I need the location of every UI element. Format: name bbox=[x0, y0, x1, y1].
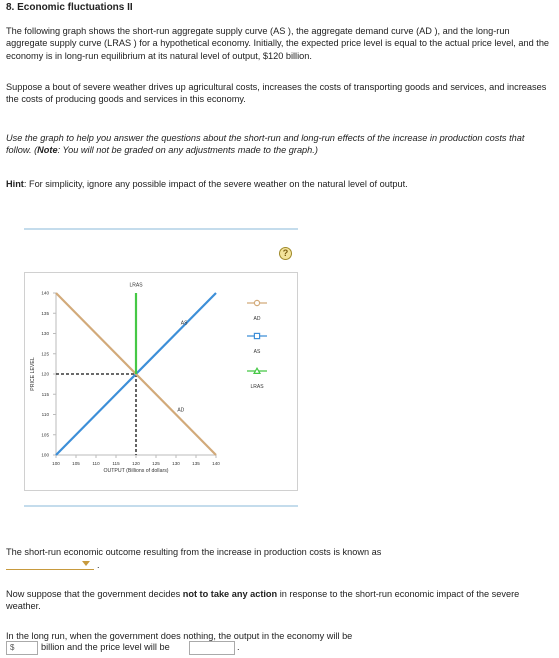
curve-label-ad: AD bbox=[177, 407, 185, 414]
divider-top bbox=[24, 228, 298, 230]
curve-label-lras: LRAS bbox=[129, 282, 143, 289]
y-tick-label: 125 bbox=[41, 351, 49, 357]
aggregate-supply-demand-chart[interactable] bbox=[25, 273, 299, 492]
instructions-paragraph bbox=[6, 132, 551, 157]
x-tick-label: 125 bbox=[152, 461, 160, 466]
x-tick-label: 110 bbox=[92, 461, 100, 466]
x-tick-label: 115 bbox=[112, 461, 120, 466]
y-tick-label: 115 bbox=[41, 391, 49, 397]
price-level-input-field[interactable] bbox=[189, 641, 235, 655]
x-tick-label: 130 bbox=[172, 461, 180, 466]
short-run-outcome-dropdown[interactable] bbox=[6, 556, 94, 570]
legend-marker-square bbox=[254, 333, 259, 338]
legend-marker-circle bbox=[254, 300, 259, 305]
intro-paragraph: The following graph shows the short-run aggregate supply curve (AS ), the aggregate demand curve (AD ), and the long-run aggregate supply curve (LRAS ) for a hypothetical economy. Initially, the expected price level is equal to the actual price level, and the economy is in long-run equilibrium at its natural level of output, $120 billion. bbox=[6, 26, 550, 61]
page-title: 8. Economic fluctuations II bbox=[6, 2, 133, 13]
x-tick-label: 140 bbox=[212, 461, 220, 466]
question-2-text-a: Now suppose that the government decides bbox=[6, 589, 183, 599]
y-tick-label: 105 bbox=[41, 432, 49, 438]
scenario-paragraph: Suppose a bout of severe weather drives up agricultural costs, increases the costs of transporting goods and services, and increases the costs of producing goods and services in this economy. bbox=[6, 82, 547, 105]
chevron-down-icon bbox=[82, 561, 90, 566]
question-2-text-b: in response to the short-run economic impact of the severe weather. bbox=[6, 589, 520, 612]
y-tick-label: 135 bbox=[41, 310, 49, 316]
y-axis-label: PRICE LEVEL bbox=[30, 357, 36, 391]
graph-panel[interactable] bbox=[24, 272, 298, 491]
hint-paragraph bbox=[6, 178, 551, 190]
curve-label-as: AS bbox=[180, 320, 188, 327]
question-2-bold: not to take any action bbox=[182, 589, 278, 599]
legend-label-ad: AD bbox=[253, 316, 261, 322]
x-tick-label: 120 bbox=[132, 461, 140, 466]
help-icon[interactable]: ? bbox=[279, 247, 292, 260]
x-tick-label: 100 bbox=[52, 461, 60, 466]
question-1-period: . bbox=[97, 560, 100, 570]
legend-label-as: AS bbox=[253, 349, 261, 355]
question-3-text: In the long run, when the government does nothing, the output in the economy will be bbox=[6, 631, 353, 641]
legend-label-lras: LRAS bbox=[250, 384, 264, 390]
y-tick-label: 140 bbox=[41, 290, 49, 296]
hint-label: Hint bbox=[6, 179, 24, 189]
instructions-text-a: Use the graph to help you answer the questions about the short-run and long-run effects of the increase in production costs that follow. ( bbox=[6, 133, 525, 156]
hint-text: : For simplicity, ignore any possible impact of the severe weather on the natural level of output. bbox=[23, 179, 408, 189]
x-tick-label: 135 bbox=[192, 461, 200, 466]
instructions-note-label: Note bbox=[37, 145, 58, 156]
instructions-text-b: : You will not be graded on any adjustments made to the graph.) bbox=[57, 145, 318, 156]
question-1-text: The short-run economic outcome resulting from the increase in production costs is known as bbox=[6, 547, 382, 557]
dollar-prefix: $ bbox=[10, 643, 15, 652]
question-3-period: . bbox=[237, 642, 240, 652]
y-tick-label: 100 bbox=[41, 452, 49, 458]
y-tick-label: 120 bbox=[41, 371, 49, 377]
question-2-text bbox=[6, 588, 551, 613]
x-tick-label: 105 bbox=[72, 461, 80, 466]
output-input-field[interactable] bbox=[6, 641, 38, 655]
divider-bottom bbox=[24, 505, 298, 507]
y-tick-label: 130 bbox=[41, 331, 49, 337]
x-axis-label: OUTPUT (Billions of dollars) bbox=[103, 468, 169, 474]
question-3-mid-text: billion and the price level will be bbox=[41, 642, 170, 652]
legend-marker-triangle bbox=[254, 368, 260, 373]
y-tick-label: 110 bbox=[41, 412, 49, 418]
